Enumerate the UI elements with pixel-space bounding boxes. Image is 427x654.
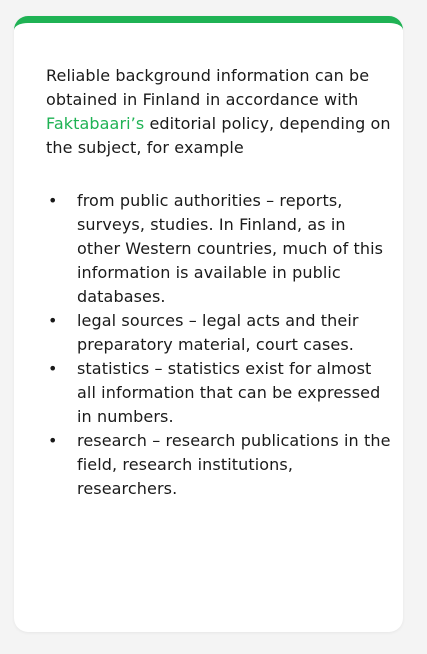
source-list	[46, 189, 391, 501]
intro-paragraph	[46, 64, 391, 160]
list-item	[46, 309, 391, 357]
list-item	[46, 357, 391, 429]
list-item-text: legal sources – legal acts and their preparatory material, court cases.	[77, 311, 359, 354]
faktabaari-link[interactable]: Faktabaari’s	[46, 114, 145, 133]
list-item-text: statistics – statistics exist for almost all information that can be expressed in numbers.	[77, 359, 381, 426]
list-item-text: from public authorities – reports, surveys, studies. In Finland, as in other Western countries, much of this information is available in public databases.	[77, 191, 384, 306]
bullet-icon: •	[48, 431, 58, 450]
list-item-text: research – research publications in the field, research institutions, researchers.	[77, 431, 391, 498]
card-content	[46, 64, 391, 501]
list-item	[46, 189, 391, 309]
info-card	[14, 16, 403, 632]
bullet-icon: •	[48, 191, 58, 210]
intro-text-before: Reliable background information can be obtained in Finland in accordance with	[46, 66, 370, 109]
intro-text-after: editorial policy, depending on the subject, for example	[46, 114, 391, 157]
bullet-icon: •	[48, 359, 58, 378]
bullet-icon: •	[48, 311, 58, 330]
list-item	[46, 429, 391, 501]
